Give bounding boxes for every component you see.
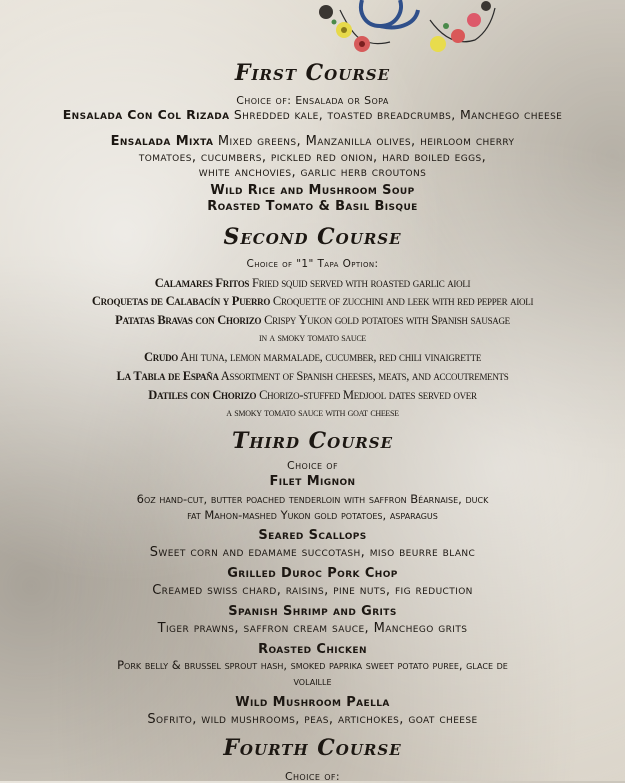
dish-description: Sofrito, wild mushrooms, peas, artichokes, goat cheese xyxy=(147,712,478,727)
dish-name: Filet Mignon xyxy=(269,474,356,489)
dish-name: La Tabla de España xyxy=(116,369,219,383)
dish-name: Roasted Chicken xyxy=(258,642,367,657)
dish-description: Pork belly & brussel sprout hash, smoked paprika sweet potato puree, glace de xyxy=(117,658,508,672)
menu-item xyxy=(0,389,625,402)
dish-name: Ensalada Mixta xyxy=(110,134,214,149)
dish-description: in a smoky tomato sauce xyxy=(259,332,366,344)
dish-name: Wild Rice and Mushroom Soup xyxy=(210,183,415,198)
dish-name: Calamares Fritos xyxy=(154,276,250,290)
dish-name: Spanish Shrimp and Grits xyxy=(228,604,397,619)
course-title-third: Third Course xyxy=(231,428,394,454)
dish-name: Patatas Bravas con Chorizo xyxy=(115,313,262,327)
dish-name: Wild Mushroom Paella xyxy=(235,695,390,710)
course-choice-fourth: Choice of: xyxy=(284,770,341,783)
dish-name: Ensalada Con Col Rizada xyxy=(62,107,230,122)
dish-description: fat Mahon-mashed Yukon gold potatoes, asparagus xyxy=(187,508,438,522)
dish-description: Sweet corn and edamame succotash, miso beurre blanc xyxy=(149,545,476,560)
dish-description: Fried squid served with roasted garlic aioli xyxy=(251,276,471,290)
dish-description: white anchovies, garlic herb croutons xyxy=(198,165,427,180)
dish-description: volaille xyxy=(293,674,332,688)
course-choice-first: Choice of: Ensalada or Sopa xyxy=(236,94,389,107)
dish-description: a smoky tomato sauce with goat cheese xyxy=(226,407,399,419)
dish-description: tomatoes, cucumbers, pickled red onion, hard boiled eggs, xyxy=(138,150,487,165)
course-title-first: First Course xyxy=(234,60,391,86)
dish-description: Tiger prawns, saffron cream sauce, Manchego grits xyxy=(157,621,468,636)
dish-name: Grilled Duroc Pork Chop xyxy=(227,566,398,581)
menu-item xyxy=(0,295,625,308)
course-choice-third: Choice of xyxy=(287,459,338,472)
menu-item xyxy=(0,370,625,383)
menu-item xyxy=(0,314,625,327)
menu-item xyxy=(0,277,625,290)
course-title-second: Second Course xyxy=(223,224,402,250)
dish-description: Mixed greens, Manzanilla olives, heirloom cherry xyxy=(217,134,515,149)
dish-description: Creamed swiss chard, raisins, pine nuts, fig reduction xyxy=(152,583,473,598)
course-choice-second: Choice of "1" Tapa Option: xyxy=(246,258,379,270)
dish-name: Roasted Tomato & Basil Bisque xyxy=(207,199,418,214)
floral-emblem-icon xyxy=(300,0,520,62)
dish-description: Assortment of Spanish cheeses, meats, and accoutrements xyxy=(220,369,509,383)
menu-item xyxy=(0,109,625,122)
dish-description: Shredded kale, toasted breadcrumbs, Manchego cheese xyxy=(233,107,563,122)
dish-description: Croquette of zucchini and leek with red pepper aioli xyxy=(272,294,534,308)
dish-name: Seared Scallops xyxy=(258,528,367,543)
dish-name: Croquetas de Calabacín y Puerro xyxy=(91,294,271,308)
menu-item xyxy=(0,351,625,364)
menu-item xyxy=(0,135,625,148)
dish-description: Chorizo-stuffed Medjool dates served over xyxy=(259,388,477,402)
course-title-fourth: Fourth Course xyxy=(223,735,402,761)
dish-name: Crudo xyxy=(143,350,179,364)
dish-description: 6oz hand-cut, butter poached tenderloin with saffron Béarnaise, duck xyxy=(136,492,489,506)
dish-description: Ahi tuna, lemon marmalade, cucumber, red chili vinaigrette xyxy=(180,350,482,364)
dish-name: Datiles con Chorizo xyxy=(148,388,257,402)
dish-description: Crispy Yukon gold potatoes with Spanish sausage xyxy=(264,313,510,327)
